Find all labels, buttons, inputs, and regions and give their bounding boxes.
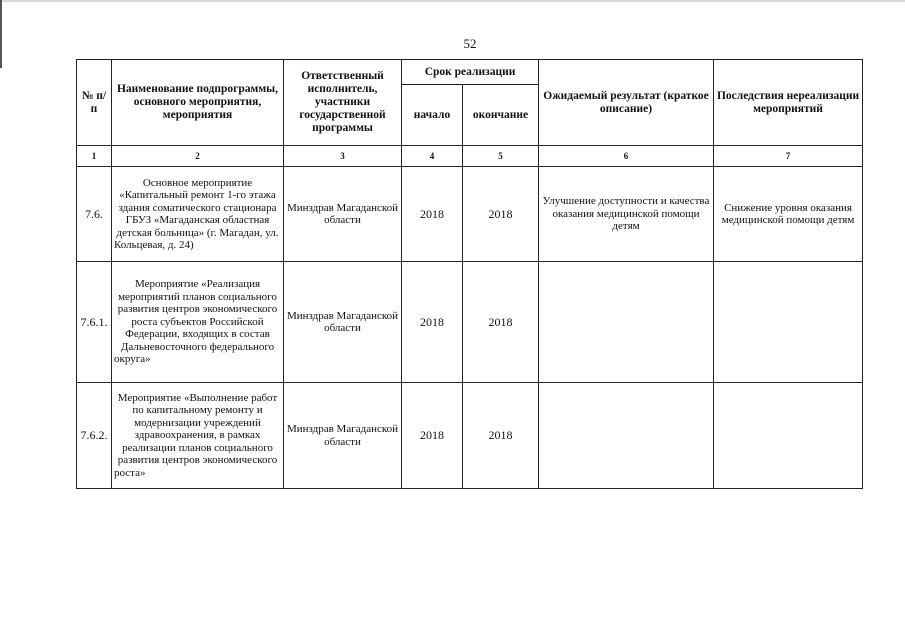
column-number: 5 xyxy=(463,146,539,167)
row-end: 2018 xyxy=(463,383,539,489)
row-number: 7.6.2. xyxy=(77,383,112,489)
table-row xyxy=(77,167,863,262)
column-number: 1 xyxy=(77,146,112,167)
table-row xyxy=(77,262,863,383)
table-row xyxy=(77,383,863,489)
header-consequences: Последствия нереализации мероприятий xyxy=(714,60,863,146)
row-name: Мероприятие «Реализация мероприятий планов социального развития центров экономического роста субъектов Российской Федерации, входящих в состав Дальневосточного федерального округа» xyxy=(112,262,284,383)
row-result xyxy=(539,383,714,489)
row-end: 2018 xyxy=(463,262,539,383)
header-name: Наименование подпрограммы, основного мероприятия, мероприятия xyxy=(112,60,284,146)
row-result xyxy=(539,262,714,383)
header-result: Ожидаемый результат (краткое описание) xyxy=(539,60,714,146)
column-number: 3 xyxy=(284,146,402,167)
header-start: начало xyxy=(402,85,463,146)
header-executor: Ответственный исполнитель, участники государственной программы xyxy=(284,60,402,146)
page-number: 52 xyxy=(463,36,477,51)
program-table xyxy=(76,59,863,489)
row-name: Основное мероприятие «Капитальный ремонт 1-го этажа здания соматического стационара ГБУЗ «Магаданская областная детская больница» (г. Магадан, ул. Кольцевая, д. 24) xyxy=(112,167,284,262)
row-start: 2018 xyxy=(402,167,463,262)
column-number: 2 xyxy=(112,146,284,167)
row-consequences xyxy=(714,383,863,489)
column-number: 4 xyxy=(402,146,463,167)
row-start: 2018 xyxy=(402,262,463,383)
row-consequences xyxy=(714,262,863,383)
row-start: 2018 xyxy=(402,383,463,489)
scan-edge-left xyxy=(0,0,2,68)
scan-edge-top xyxy=(0,0,905,2)
row-name: Мероприятие «Выполнение работ по капитальному ремонту и модернизации учреждений здравоохранения, в рамках реализации планов социального развития центров экономического роста» xyxy=(112,383,284,489)
row-end: 2018 xyxy=(463,167,539,262)
column-number: 6 xyxy=(539,146,714,167)
column-numbers-row xyxy=(77,146,863,167)
row-number: 7.6.1. xyxy=(77,262,112,383)
header-num: № п/п xyxy=(77,60,112,146)
row-number: 7.6. xyxy=(77,167,112,262)
row-result: Улучшение доступности и качества оказания медицинской помощи детям xyxy=(539,167,714,262)
header-row-top xyxy=(77,60,863,85)
row-consequences: Снижение уровня оказания медицинской помощи детям xyxy=(714,167,863,262)
header-end: окончание xyxy=(463,85,539,146)
row-executor: Минздрав Магаданской области xyxy=(284,262,402,383)
header-period: Срок реализации xyxy=(402,60,539,85)
column-number: 7 xyxy=(714,146,863,167)
row-executor: Минздрав Магаданской области xyxy=(284,383,402,489)
row-executor: Минздрав Магаданской области xyxy=(284,167,402,262)
